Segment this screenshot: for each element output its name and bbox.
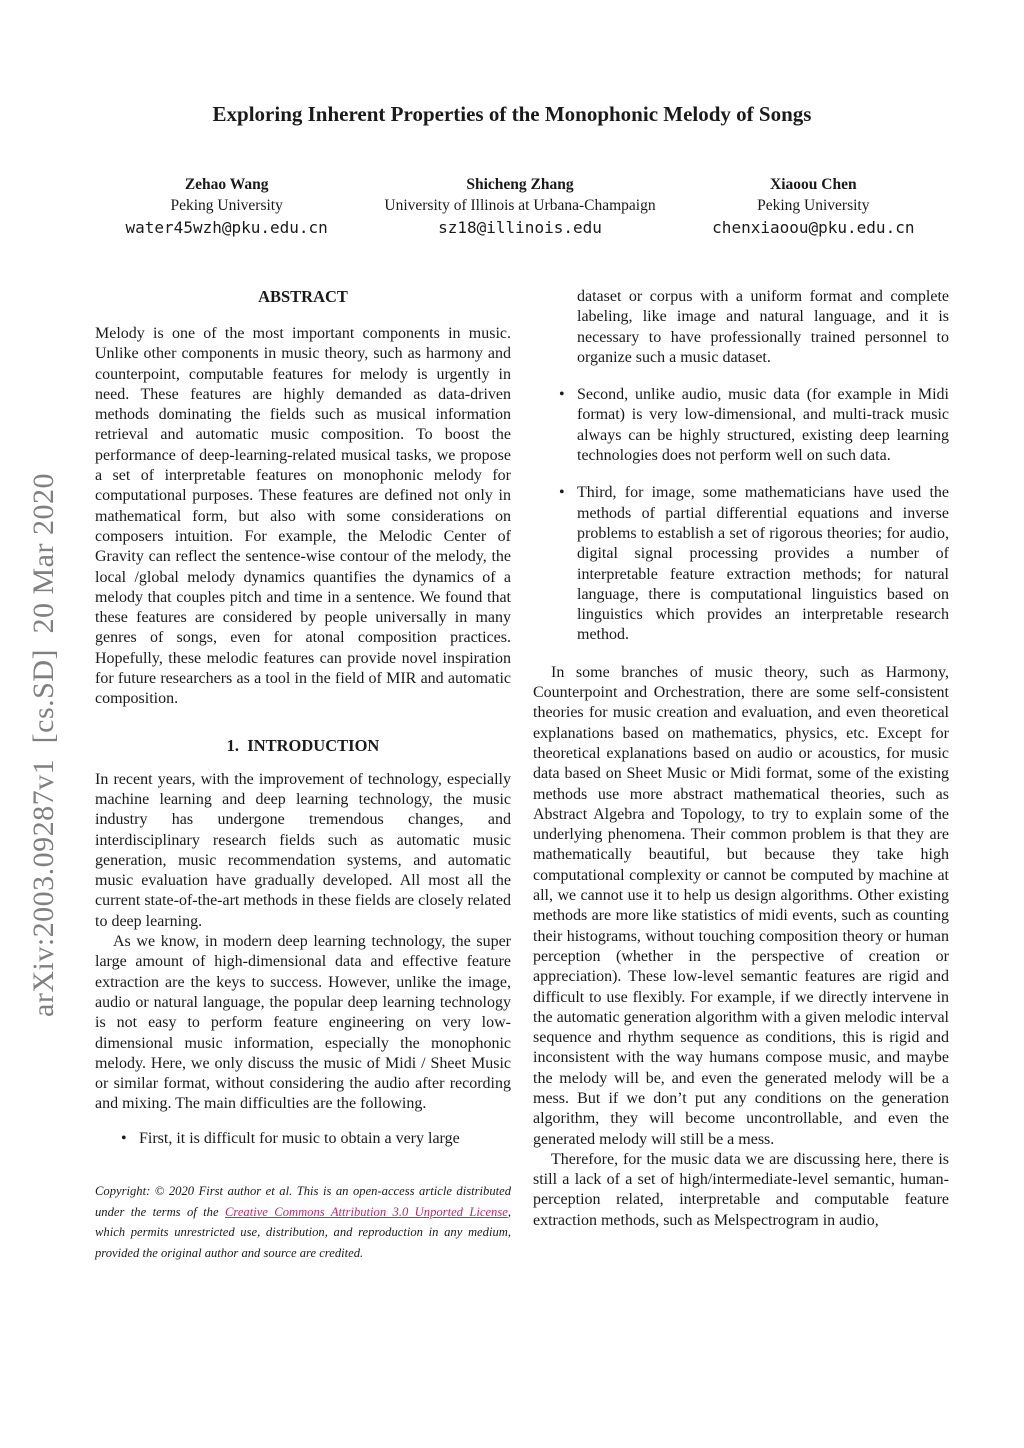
list-item-first-continuation: dataset or corpus with a uniform format and complete labeling, like image and natural language, and it is necessary to have professionally trained personnel to organize such a music dataset. <box>577 288 949 366</box>
abstract-text: Melody is one of the most important components in music. Unlike other components in music theory, such as harmony and counterpoint, computable features for melody is urgently in need. These features are highly demanded as data-driven methods dominating the fields such as musical information retrieval and automatic music composition. To boost the performance of deep-learning-related musical tasks, we propose a set of interpretable features on monophonic melody for computational purposes. These features are defined not only in mathematical form, but also with some considerations on composers intuition. For example, the Melodic Center of Gravity can reflect the sentence-wise contour of the melody, the local /global melody dynamics quantifies the dynamics of a melody that couples pitch and time in a sentence. We found that these features are considered by people universally in many genres of songs, even for atonal composition practices. Hopefully, these melodic features can provide novel inspiration for future researchers as a tool in the field of MIR and automatic composition. <box>95 325 511 708</box>
copyright-text-before: Copyright: © 2020 First author et al. This is an open-access article distributed under the terms of the <box>95 1183 511 1219</box>
cc-license-link[interactable]: Creative Commons Attribution 3.0 Unported License <box>224 1204 508 1219</box>
introduction-paragraph-3: In some branches of music theory, such as Harmony, Counterpoint and Orchestration, there are some self-consistent theories for music creation and evaluation, and even theoretical explanations based on mathematics, physics, etc. Except for theoretical explanations based on audio or acoustics, for music data based on Sheet Music or Midi format, some of the existing methods use more abstract mathematical theories, such as Abstract Algebra and Topology, to try to explain some of the underlying phenomena. Their common problem is that they are mathematically beautiful, but because they take high computational complexity or cannot be computed by machine at all, we cannot use it to help us design algorithms. Other existing methods are more like statistics of midi events, such as counting their histograms, without touching composition theory or human perception (whether in the perspective of creation or appreciation). These low-level semantic features are rigid and difficult to use flexibly. For example, if we directly intervene in the automatic generation algorithm with a given melodic interval sequence and rhythm sequence as conditions, this is rigid and inconsistent with the way humans compose music, and maybe the melody will be, and even the generated melody will be a mess. But if we don’t put any conditions on the generation algorithm, they will become uncontrollable, and even the generated melody will still be a mess. <box>533 663 949 1148</box>
author-affiliation: Peking University <box>757 197 870 214</box>
introduction-paragraph-1: In recent years, with the improvement of technology, especially machine learning and deep learning technology, the music industry has undergone tremendous changes, and interdisciplinary research fields such as automatic music generation, music recommendation systems, and automatic music evaluation have gradually developed. All most all the current state-of-the-art methods in these fields are closely related to deep learning. <box>95 770 511 930</box>
author-affiliation: University of Illinois at Urbana-Champaign <box>384 197 656 214</box>
bullet-icon: • <box>121 1129 127 1147</box>
author-email: chenxiaoou@pku.edu.cn <box>712 218 915 237</box>
author-name: Shicheng Zhang <box>466 176 574 193</box>
list-item-second <box>533 385 949 466</box>
author-email: sz18@illinois.edu <box>438 218 602 237</box>
list-item-first <box>95 1129 511 1149</box>
list-item-text: First, it is difficult for music to obtain a very large <box>139 1129 460 1147</box>
bullet-icon: • <box>559 386 565 404</box>
author-name: Xiaoou Chen <box>770 176 857 193</box>
author-name: Zehao Wang <box>184 176 269 193</box>
list-item-text: Second, unlike audio, music data (for example in Midi format) is very low-dimensional, and multi-track music always can be highly structured, existing deep learning technologies does not perform well on such data. <box>577 386 949 465</box>
bullet-icon: • <box>559 484 565 502</box>
right-column <box>533 287 949 1231</box>
author-email: water45wzh@pku.edu.cn <box>125 218 328 237</box>
list-item-third <box>533 483 949 645</box>
copyright-notice <box>95 1181 511 1263</box>
arxiv-watermark-text: arXiv:2003.09287v1 [cs.SD] 20 Mar 2020 <box>27 473 61 1017</box>
page-title: Exploring Inherent Properties of the Monophonic Melody of Songs <box>212 102 812 126</box>
author-row <box>80 174 960 239</box>
left-column <box>95 287 511 1263</box>
abstract-heading: ABSTRACT <box>258 287 348 306</box>
author-block-3 <box>667 174 960 239</box>
introduction-paragraph-4: Therefore, for the music data we are discussing here, there is still a lack of a set of high/intermediate-level semantic, human-perception related, interpretable and computable feature extraction methods, such as Melspectrogram in audio, <box>533 1150 949 1229</box>
author-affiliation: Peking University <box>170 197 283 214</box>
author-block-2 <box>373 174 666 239</box>
author-block-1 <box>80 174 373 239</box>
list-item-text: Third, for image, some mathematicians have used the methods of partial differential equations and inverse problems to establish a set of rigorous theories; for audio, digital signal processing provides a number of interpretable feature extraction methods; for natural language, there is computational linguistics based on linguistics which provides an interpretable research method. <box>577 484 949 644</box>
introduction-heading: 1. INTRODUCTION <box>226 735 380 755</box>
introduction-paragraph-2: As we know, in modern deep learning technology, the super large amount of high-dimensional data and effective feature extraction are the keys to success. However, unlike the image, audio or natural language, the popular deep learning technology is not easy to perform feature engineering on very low-dimensional music information, especially the monophonic melody. Here, we only discuss the music of Midi / Sheet Music or similar format, without considering the audio after recording and mixing. The main difficulties are the following. <box>95 933 511 1113</box>
copyright-text-after: , which permits unrestricted use, distribution, and reproduction in any medium, provided the original author and source are credited. <box>95 1204 511 1260</box>
